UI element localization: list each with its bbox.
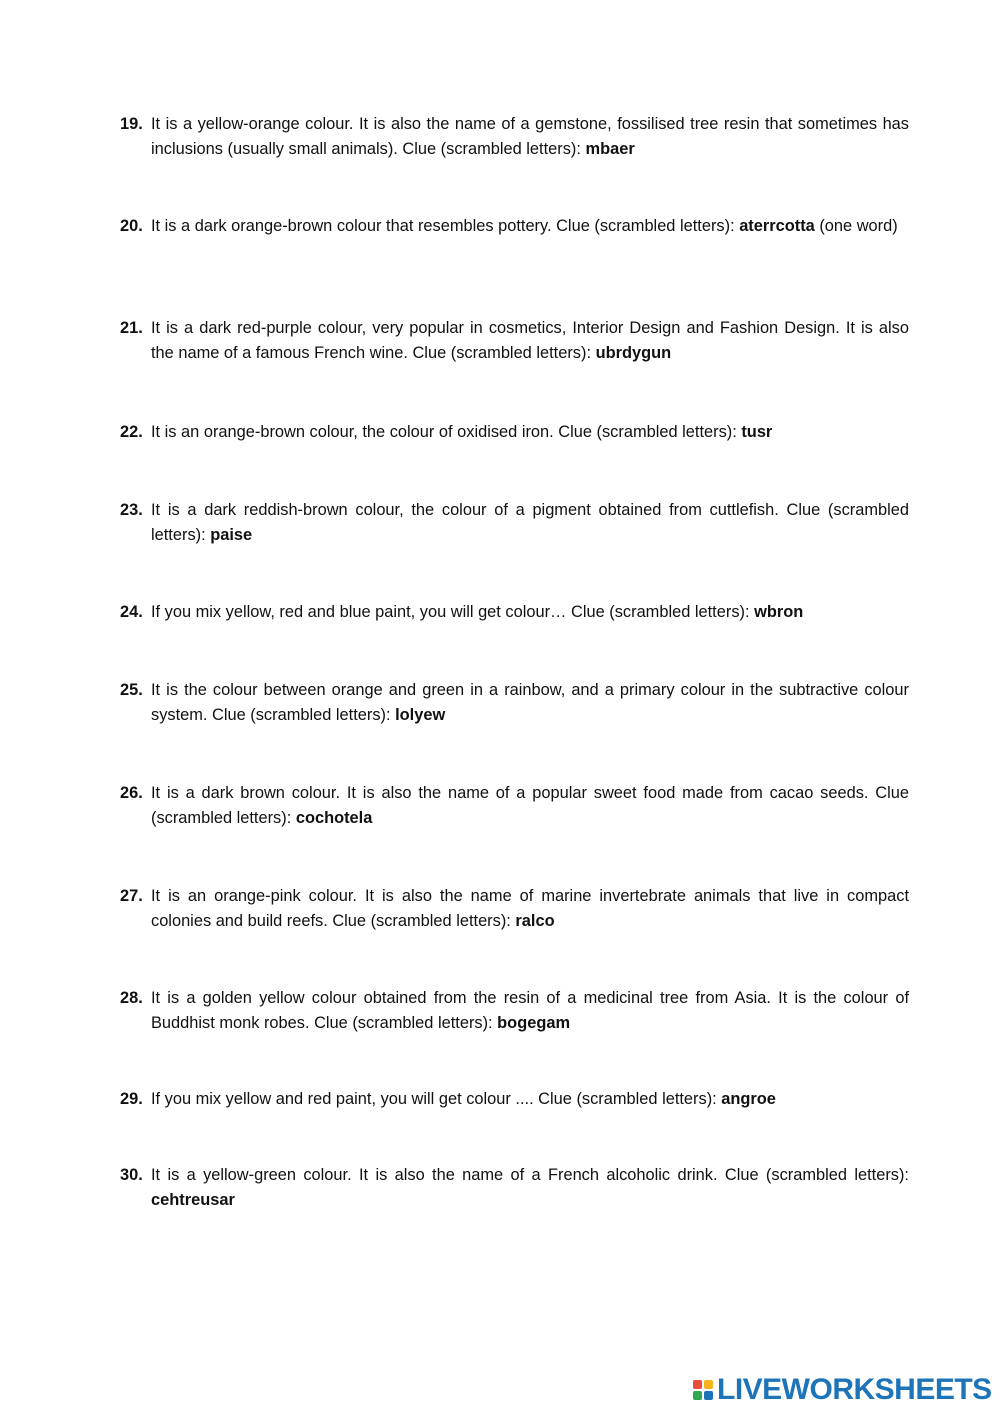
logo-mark-icon <box>693 1380 713 1400</box>
logo-square-icon <box>704 1380 713 1389</box>
logo-square-icon <box>693 1391 702 1400</box>
question-text: It is a dark orange-brown colour that resembles pottery. Clue (scrambled letters): aterrcotta (one word) <box>151 217 898 235</box>
question-29 <box>120 1087 909 1112</box>
question-21 <box>120 316 909 366</box>
question-text: It is a dark brown colour. It is also the name of a popular sweet food made from cacao seeds. Clue (scrambled letters): cochotela <box>151 784 909 827</box>
scrambled-clue: bogegam <box>497 1014 571 1032</box>
question-20 <box>120 214 909 239</box>
logo-square-icon <box>693 1380 702 1389</box>
scrambled-clue: ubrdygun <box>595 344 672 362</box>
question-number: 28. <box>120 989 143 1007</box>
question-number: 21. <box>120 319 143 337</box>
logo-square-icon <box>704 1391 713 1400</box>
question-text: It is an orange-pink colour. It is also the name of marine invertebrate animals that live in compact colonies and build reefs. Clue (scrambled letters): ralco <box>151 887 909 930</box>
question-text: It is an orange-brown colour, the colour of oxidised iron. Clue (scrambled letters): tusr <box>151 423 773 441</box>
question-text: If you mix yellow, red and blue paint, you will get colour… Clue (scrambled letters): wbron <box>151 603 804 621</box>
question-text: It is a dark red-purple colour, very popular in cosmetics, Interior Design and Fashion Design. It is also the name of a famous French wine. Clue (scrambled letters): ubrdygun <box>151 319 909 362</box>
scrambled-clue: cehtreusar <box>151 1191 235 1209</box>
question-28 <box>120 986 909 1036</box>
question-number: 24. <box>120 603 143 621</box>
question-text: It is a golden yellow colour obtained from the resin of a medicinal tree from Asia. It is the colour of Buddhist monk robes. Clue (scrambled letters): bogegam <box>151 989 909 1032</box>
question-19 <box>120 112 909 162</box>
scrambled-clue: lolyew <box>395 706 446 724</box>
question-number: 23. <box>120 501 143 519</box>
question-text: It is a dark reddish-brown colour, the colour of a pigment obtained from cuttlefish. Clue (scrambled letters): paise <box>151 501 909 544</box>
question-22 <box>120 420 909 445</box>
question-number: 20. <box>120 217 143 235</box>
liveworksheets-logo[interactable] <box>693 1375 992 1405</box>
scrambled-clue: aterrcotta <box>739 217 815 235</box>
question-number: 27. <box>120 887 143 905</box>
question-number: 29. <box>120 1090 143 1108</box>
scrambled-clue: wbron <box>754 603 804 621</box>
question-number: 25. <box>120 681 143 699</box>
scrambled-clue: mbaer <box>585 140 635 158</box>
question-27 <box>120 884 909 934</box>
question-24 <box>120 600 909 625</box>
question-text: It is a yellow-orange colour. It is also the name of a gemstone, fossilised tree resin that sometimes has inclusions (usually small animals). Clue (scrambled letters): mbaer <box>151 115 909 158</box>
question-23 <box>120 498 909 548</box>
question-26 <box>120 781 909 831</box>
question-number: 30. <box>120 1166 143 1184</box>
question-number: 19. <box>120 115 143 133</box>
scrambled-clue: paise <box>210 526 253 544</box>
question-30 <box>120 1163 909 1213</box>
question-text: It is a yellow-green colour. It is also the name of a French alcoholic drink. Clue (scrambled letters): cehtreusar <box>151 1166 909 1209</box>
question-number: 26. <box>120 784 143 802</box>
scrambled-clue: ralco <box>515 912 555 930</box>
question-number: 22. <box>120 423 143 441</box>
scrambled-clue: cochotela <box>295 809 373 827</box>
question-text: It is the colour between orange and green in a rainbow, and a primary colour in the subtractive colour system. Clue (scrambled letters): lolyew <box>151 681 909 724</box>
logo-text: LIVEWORKSHEETS <box>717 1373 992 1406</box>
question-25 <box>120 678 909 728</box>
scrambled-clue: angroe <box>721 1090 776 1108</box>
question-text: If you mix yellow and red paint, you will get colour .... Clue (scrambled letters): angroe <box>151 1090 776 1108</box>
scrambled-clue: tusr <box>741 423 773 441</box>
